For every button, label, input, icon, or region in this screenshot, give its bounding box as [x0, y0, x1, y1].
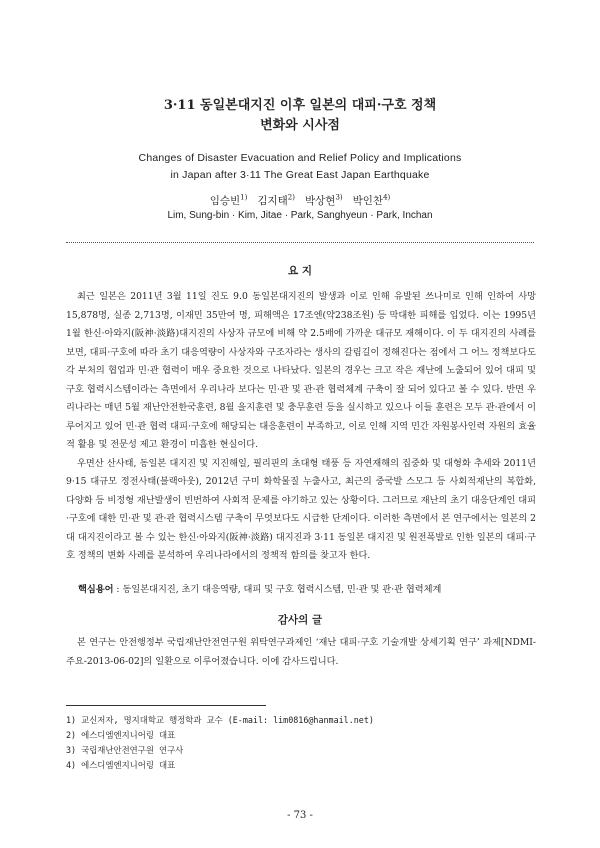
page-number: - 73 - [287, 810, 313, 821]
abstract-paragraph: 우면산 산사태, 동일본 대지진 및 지진해일, 필리핀의 초대형 태풍 등 자연재해의 집중화 및 대형화 추세와 2011년 9·15 대규모 정전사태(블랙아웃), 2012년 구미 화학물질 누출사고, 최근의 중국발 스모그 등 사회적재난의 복합화, 다양화 등 비정형 재난발생이 빈번하여 사회적 문제를 야기하고 있는 상황이다. 그러므로 재난의 초기 대응단계인 대피·구호에 대한 민·관 및 관·관 협력시스템 구축이 무엇보다도 시급한 단계이다. 이러한 측면에서 본 연구에서는 일본의 2대 대지진이라고 볼 수 있는 한신·아와지(阪神·淡路) 대지진과 3·11 동일본 대지진 및 원전폭발로 인한 일본의 대피·구호 정책의 변화 사례를 분석하여 우리나라에서의 정책적 함의를 찾고자 한다. [66, 457, 536, 561]
keywords-label: 핵심용어 [78, 584, 114, 595]
authors-korean [0, 193, 600, 208]
footnotes [66, 713, 536, 773]
author-name: 김지태 [257, 195, 288, 207]
title-korean-line2: 변화와 시사점 [260, 118, 340, 133]
paper-title-english [0, 150, 600, 184]
title-english-line1: Changes of Disaster Evacuation and Relief Policy and Implications [138, 152, 462, 164]
footnote-item: 1) 교신저자, 명지대학교 행정학과 교수 (E-mail: lim0816@hanmail.net) [66, 715, 374, 725]
abstract-body [66, 288, 536, 566]
acknowledgment-text: 본 연구는 안전행정부 국립재난안전연구원 위탁연구과제인 ‘재난 대피·구호 기술개발 상세기획 연구’ 과제[NDMI-주요-2013-06-02]의 일환으로 이루어졌습니다. 이에 감사드립니다. [66, 637, 536, 667]
author-footnote-mark: 4) [383, 193, 391, 202]
title-korean-line1: 3·11 동일본대지진 이후 일본의 대피·구호 정책 [163, 98, 437, 113]
footnote-rule [66, 705, 266, 706]
author-name: 박상현 [305, 195, 336, 207]
footnote-item: 2) 에스디엠엔지니어링 대표 [66, 730, 176, 740]
dotted-divider [66, 242, 534, 243]
title-english-line2: in Japan after 3·11 The Great East Japan Earthquake [170, 169, 430, 181]
author-name: 박인찬 [352, 195, 384, 207]
author-name: 임승빈 [209, 195, 241, 207]
keywords: 핵심용어 : 동일본대지진, 초기 대응역량, 대피 및 구호 협력시스템, 민·관 및 관·관 협력체계 [78, 584, 442, 595]
abstract-heading: 요 지 [288, 265, 312, 277]
paper-title-korean [0, 96, 600, 136]
footnote-item: 4) 에스디엠엔지니어링 대표 [66, 760, 176, 770]
keywords-text: 동일본대지진, 초기 대응역량, 대피 및 구호 협력시스템, 민·관 및 관·관 협력체계 [122, 584, 442, 595]
acknowledgment-heading: 감사의 글 [277, 614, 323, 626]
author-footnote-mark: 2) [287, 193, 295, 202]
author-footnote-mark: 3) [335, 193, 343, 202]
acknowledgment-body [66, 634, 536, 671]
footnote-item: 3) 국립재난안전연구원 연구사 [66, 745, 184, 755]
author-footnote-mark: 1) [240, 193, 248, 202]
abstract-paragraph: 최근 일본은 2011년 3월 11일 진도 9.0 동일본대지진의 발생과 이로 인해 유발된 쓰나미로 인해 인하여 사망 15,878명, 실종 2,713명, 이재민 35만여 명, 피해액은 17조엔(약238조원) 등 막대한 피해를 입었다. 이는 1995년 1월 한신·아와지(阪神·淡路)대지진의 사상자 규모에 비해 약 2.5배에 가까운 대규모 재해이다. 이 두 대지진의 사례를 보면, 대피·구호에 따라 초기 대응역량이 사상자와 구조자라는 생사의 갈림길이 정해진다는 점에서 그 어느 정책보다도 각 부처의 협업과 민·관 협력이 매우 중요한 것으로 나타났다. 일본의 경우는 크고 작은 재난에 노출되어 있어 대피 및 구호 협력시스템이라는 측면에서 우리나라 보다는 민·관 및 관·관 협력체계 구축이 잘 되어 있다고 볼 수 있다. 반면 우리나라는 매년 5월 재난안전한국훈련, 8월 을지훈련 및 충무훈련 등을 실시하고 있으나 이들 훈련은 모두 관·관에서 이루어지고 있어 민·관 협력 대피·구호에 해당되는 대응훈련이 부족하고, 이로 인해 지역 민간 자원봉사인력 자원의 효율적 활용 및 전문성 제고 환경이 미흡한 현실이다. [66, 291, 536, 450]
authors-english: Lim, Sung-bin · Kim, Jitae · Park, Sanghyeun · Park, Inchan [167, 210, 433, 221]
